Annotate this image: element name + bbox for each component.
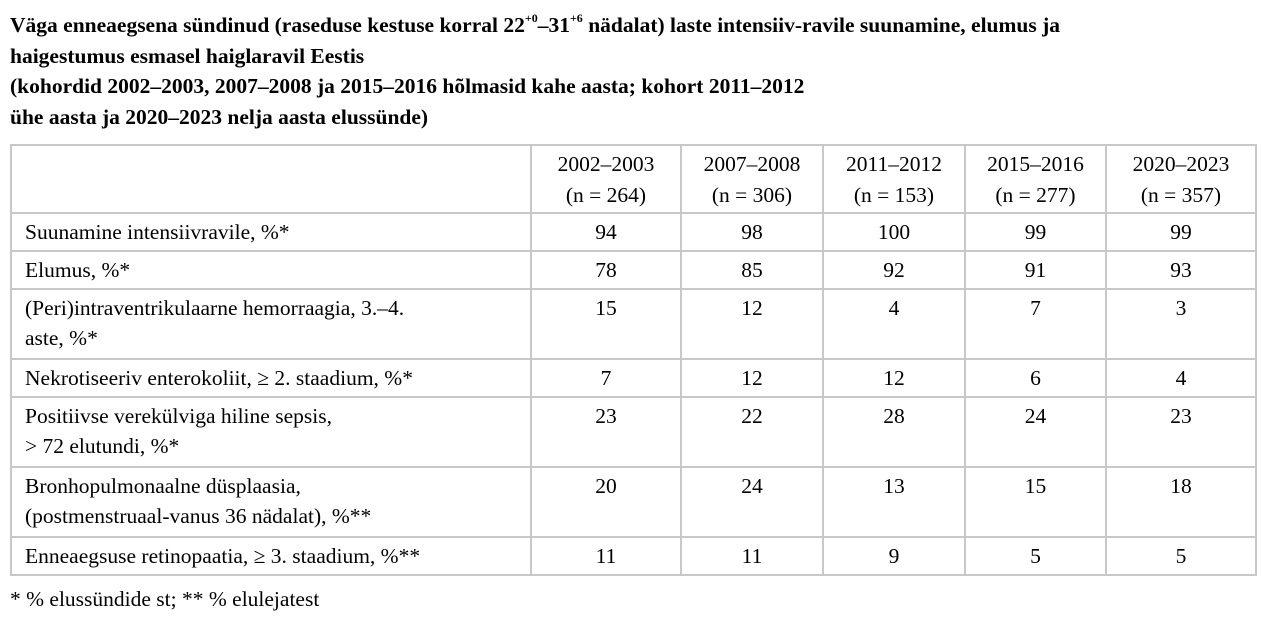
table-cell: 4 — [823, 289, 965, 359]
footnote: * % elussündide st; ** % elulejatest — [10, 587, 320, 611]
row-label: Elumus, %* — [11, 251, 531, 289]
table-cell: 22 — [681, 397, 823, 467]
table-cell: 99 — [1106, 213, 1256, 251]
table-cell: 24 — [965, 397, 1106, 467]
table-cell: 6 — [965, 359, 1106, 397]
title-line-4: ühe aasta ja 2020–2023 nelja aasta elussünde) — [10, 104, 429, 129]
table-cell: 85 — [681, 251, 823, 289]
table-cell: 15 — [965, 467, 1106, 537]
table-cell: 20 — [531, 467, 681, 537]
row-label: Positiivse verekülviga hiline sepsis, > 72 elutundi, %* — [11, 397, 531, 467]
table-cell: 23 — [531, 397, 681, 467]
table-cell: 78 — [531, 251, 681, 289]
table-title — [10, 10, 1255, 132]
table-cell: 23 — [1106, 397, 1256, 467]
superscript: +0 — [524, 10, 538, 25]
column-header: 2015–2016 (n = 277) — [965, 145, 1106, 213]
table-cell: 98 — [681, 213, 823, 251]
table-cell: 12 — [681, 289, 823, 359]
row-label: Bronhopulmonaalne düsplaasia, (postmenstruaal-vanus 36 nädalat), %** — [11, 467, 531, 537]
row-label: Nekrotiseeriv enterokoliit, ≥ 2. staadium, %* — [11, 359, 531, 397]
table-row — [11, 213, 1256, 251]
table-row — [11, 289, 1256, 359]
table-cell: 3 — [1106, 289, 1256, 359]
table-cell: 99 — [965, 213, 1106, 251]
header-label-cell — [11, 145, 531, 213]
table-cell: 7 — [531, 359, 681, 397]
table-cell: 93 — [1106, 251, 1256, 289]
row-label: Enneaegsuse retinopaatia, ≥ 3. staadium, %** — [11, 537, 531, 575]
table-cell: 13 — [823, 467, 965, 537]
table-cell: 4 — [1106, 359, 1256, 397]
header-row — [11, 145, 1256, 213]
table-row — [11, 359, 1256, 397]
table-cell: 5 — [965, 537, 1106, 575]
table-cell: 12 — [681, 359, 823, 397]
table-cell: 5 — [1106, 537, 1256, 575]
table-row — [11, 397, 1256, 467]
row-label: Suunamine intensiivravile, %* — [11, 213, 531, 251]
data-table — [10, 144, 1257, 576]
title-line-2: haigestumus esmasel haiglaravil Eestis — [10, 43, 365, 68]
table-cell: 12 — [823, 359, 965, 397]
superscript: +6 — [569, 10, 583, 25]
column-header: 2020–2023 (n = 357) — [1106, 145, 1256, 213]
title-line-1: Väga enneaegsena sündinud (raseduse kestuse korral $22^{+0}-31^{+6}$ nädalat) laste intensiiv-ravile suunamine, elumus ja — [10, 10, 1061, 37]
table-cell: 92 — [823, 251, 965, 289]
table-cell: 7 — [965, 289, 1106, 359]
table-cell: 18 — [1106, 467, 1256, 537]
column-header: 2011–2012 (n = 153) — [823, 145, 965, 213]
table-cell: 9 — [823, 537, 965, 575]
table-row — [11, 251, 1256, 289]
row-label: (Peri)intraventrikulaarne hemorraagia, 3.–4. aste, %* — [11, 289, 531, 359]
table-cell: 11 — [681, 537, 823, 575]
title-line-3: (kohordid 2002–2003, 2007–2008 ja 2015–2016 hõlmasid kahe aasta; kohort 2011–2012 — [10, 74, 805, 98]
table-cell: 11 — [531, 537, 681, 575]
table-cell: 28 — [823, 397, 965, 467]
table-cell: 100 — [823, 213, 965, 251]
column-header: 2007–2008 (n = 306) — [681, 145, 823, 213]
table-row — [11, 467, 1256, 537]
table-row — [11, 537, 1256, 575]
table-cell: 94 — [531, 213, 681, 251]
table-cell: 24 — [681, 467, 823, 537]
table-cell: 15 — [531, 289, 681, 359]
column-header: 2002–2003 (n = 264) — [531, 145, 681, 213]
table-cell: 91 — [965, 251, 1106, 289]
